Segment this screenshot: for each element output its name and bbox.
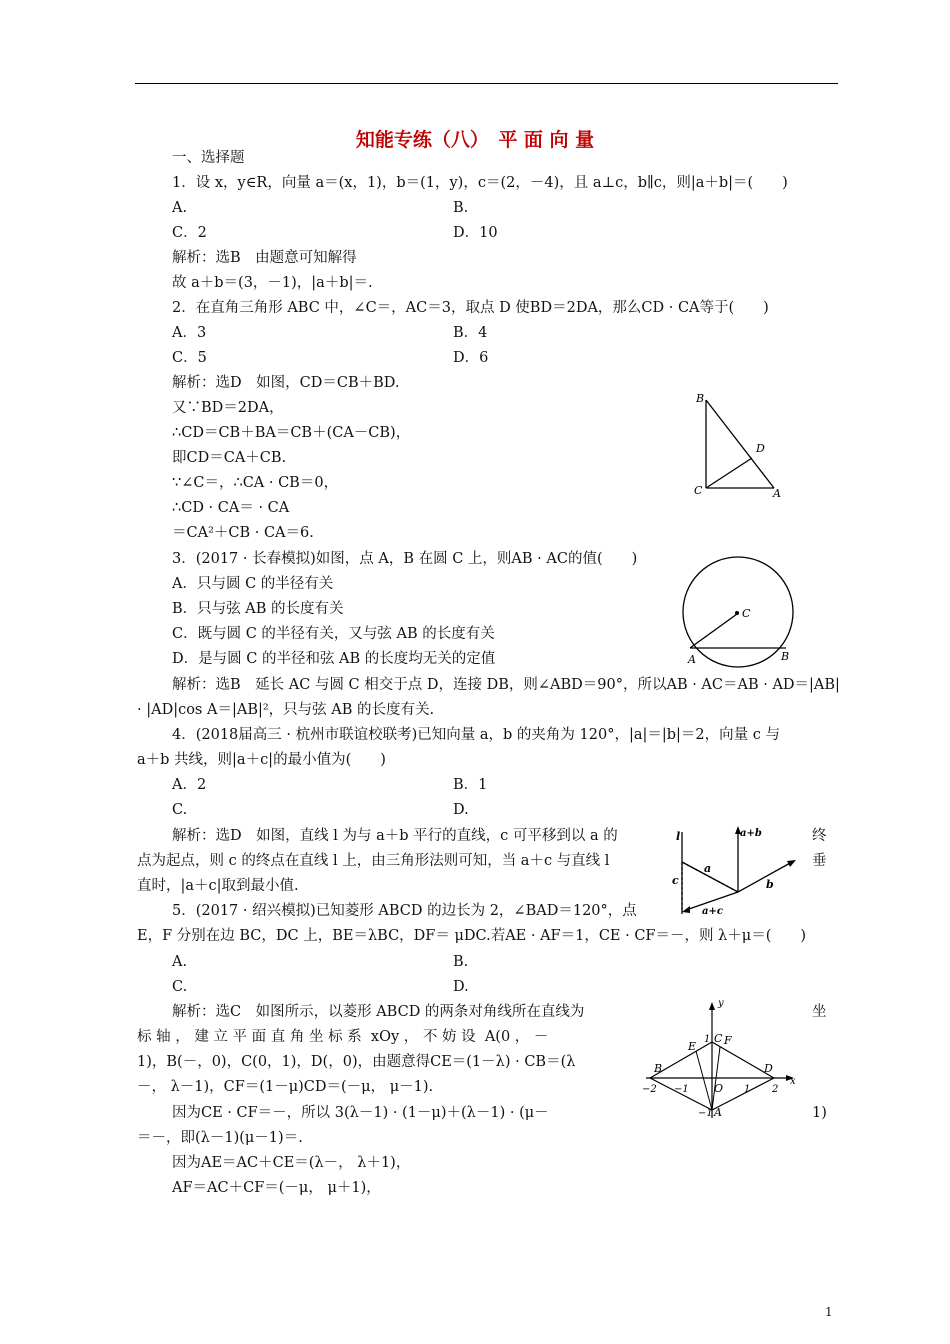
question-2: 2．在直角三角形 ABC 中，∠C＝，AC＝3，取点 D 使BD＝2DA，那么CD · CA等于( )	[172, 300, 769, 316]
label-c: c	[672, 874, 679, 887]
label-C: C	[714, 1032, 723, 1045]
q4-solution: 解析：选D 如图，直线 l 为与 a＋b 平行的直线，c 可平移到以 a 的	[172, 828, 618, 844]
page-number: 1	[825, 1305, 833, 1319]
q3-option-d: D．是与圆 C 的半径和弦 AB 的长度均无关的定值	[172, 651, 496, 667]
label-O: O	[714, 1082, 724, 1095]
label-a-plus-b: a+b	[740, 828, 762, 839]
label-A: A	[688, 653, 696, 666]
q5-solution: 标 轴 ， 建 立 平 面 直 角 坐 标 系 xOy ， 不 妨 设 A(0 ， －	[137, 1029, 549, 1045]
q3-option-a: A．只与圆 C 的半径有关	[172, 576, 334, 592]
q5-option-b: B.	[453, 954, 469, 970]
question-4-cont: a＋b 共线，则|a＋c|的最小值为( )	[137, 752, 386, 768]
q4-option-c: C.	[172, 802, 188, 818]
label-D: D	[764, 1062, 773, 1075]
section-heading: 一、选择题	[172, 150, 245, 166]
q4-option-a: A．2	[172, 777, 207, 793]
q1-option-d: D．10	[453, 225, 498, 241]
q5-option-c: C.	[172, 979, 188, 995]
q2-option-d: D．6	[453, 350, 489, 366]
q5-solution: ＝－，即(λ－1)(μ－1)＝.	[137, 1130, 303, 1146]
tick-2: 2	[772, 1084, 779, 1095]
q1-solution: 故 a＋b＝(3，－1)，|a＋b|＝.	[172, 275, 373, 291]
q2-solution: ∴CD · CA＝ · CA	[172, 500, 290, 516]
label-l: l	[676, 830, 681, 843]
q5-solution: 因为AE＝AC＋CE＝(λ－， λ＋1)，	[172, 1155, 411, 1171]
q1-option-c: C．2	[172, 225, 207, 241]
label-C: C	[742, 607, 751, 620]
label-a-plus-c: a+c	[702, 906, 723, 917]
q5-option-d: D.	[453, 979, 469, 995]
q5-solution: －， λ－1)，CF＝(1－μ)CD＝(－μ， μ－1).	[137, 1079, 434, 1095]
q2-solution: ∵∠C＝，∴CA · CB＝0，	[172, 475, 339, 491]
q4-solution: 直时，|a＋c|取到最小值.	[137, 878, 299, 894]
q3-solution: · |AD|cos A＝|AB|²，只与弦 AB 的长度有关.	[137, 702, 435, 718]
circle-figure	[678, 555, 803, 667]
label-A: A	[773, 487, 781, 500]
q2-solution: 即CD＝CA＋CB.	[172, 450, 287, 466]
tick-y-1: 1	[704, 1034, 711, 1045]
q3-option-b: B．只与弦 AB 的长度有关	[172, 601, 344, 617]
q1-solution: 解析：选B 由题意可知解得	[172, 250, 357, 266]
q2-option-a: A．3	[172, 325, 207, 341]
q3-solution: 解析：选B 延长 AC 与圆 C 相交于点 D，连接 DB，则∠ABD＝90°，所以AB · AC＝AB · AD＝|AB|	[172, 677, 840, 693]
q5-solution: 解析：选C 如图所示，以菱形 ABCD 的两条对角线所在直线为	[172, 1004, 585, 1020]
question-1: 1．设 x，y∈R，向量 a＝(x，1)，b＝(1，y)，c＝(2，－4)，且 a⊥c，b∥c，则|a＋b|＝( )	[172, 175, 788, 191]
q5-solution: 1)，B(－，0)，C(0，1)，D(，0)，由题意得CE＝(1－λ) · CB＝(λ	[137, 1054, 576, 1070]
label-b: b	[766, 878, 774, 891]
coordinate-figure	[640, 998, 802, 1120]
q4-solution: 垂	[812, 853, 827, 869]
triangle-figure	[690, 390, 790, 500]
question-4: 4．(2018届高三 · 杭州市联谊校联考)已知向量 a，b 的夹角为 120°，|a|＝|b|＝2，向量 c 与	[172, 727, 780, 743]
header-rule	[135, 83, 838, 84]
label-B: B	[654, 1062, 663, 1075]
q5-solution: AF＝AC＋CF＝(－μ， μ＋1)，	[172, 1180, 381, 1196]
q1-option-a: A.	[172, 200, 188, 216]
q2-solution: ∴CD＝CB＋BA＝CB＋(CA－CB)，	[172, 425, 411, 441]
question-5: 5．(2017 · 绍兴模拟)已知菱形 ABCD 的边长为 2，∠BAD＝120°，点	[172, 903, 637, 919]
vector-figure	[668, 822, 803, 922]
label-E: E	[688, 1040, 697, 1053]
q3-option-c: C．既与圆 C 的半径有关，又与弦 AB 的长度有关	[172, 626, 495, 642]
q2-option-c: C．5	[172, 350, 207, 366]
q5-solution: 1)	[812, 1105, 827, 1121]
label-C: C	[694, 484, 703, 497]
q2-solution: 又∵BD＝2DA，	[172, 400, 284, 416]
q4-option-b: B．1	[453, 777, 488, 793]
tick-minus-1: −1	[674, 1084, 689, 1095]
q2-solution: ＝CA²＋CB · CA＝6.	[172, 525, 314, 541]
label-a: a	[704, 862, 712, 875]
q4-solution: 点为起点，则 c 的终点在直线 l 上，由三角形法则可知，当 a＋c 与直线 l	[137, 853, 610, 869]
q5-solution: 因为CE · CF＝－，所以 3(λ－1) · (1－μ)＋(λ－1) · (μ－	[172, 1105, 549, 1121]
q5-option-a: A.	[172, 954, 188, 970]
axis-label-y: y	[718, 998, 724, 1009]
q4-solution: 终	[812, 828, 827, 844]
q2-solution: 解析：选D 如图，CD＝CB＋BD.	[172, 375, 400, 391]
label-B: B	[696, 392, 705, 405]
page-title: 知能专练（八） 平 面 向 量	[355, 129, 595, 151]
axis-label-x: x	[790, 1076, 796, 1087]
q5-solution: 坐	[812, 1004, 827, 1020]
label-B: B	[781, 650, 790, 663]
tick-minus-2: −2	[642, 1084, 657, 1095]
question-3: 3．(2017 · 长春模拟)如图，点 A，B 在圆 C 上，则AB · AC的值( )	[172, 551, 638, 567]
tick-1: 1	[744, 1084, 751, 1095]
label-F: F	[724, 1034, 732, 1047]
question-5-cont: E，F 分别在边 BC，DC 上，BE＝λBC，DF＝ μDC.若AE · AF＝1，CE · CF＝－，则 λ＋μ＝( )	[137, 928, 807, 944]
tick-y-minus-1: −1	[698, 1108, 713, 1119]
q4-option-d: D.	[453, 802, 469, 818]
q1-option-b: B.	[453, 200, 469, 216]
label-A: A	[714, 1106, 722, 1119]
label-D: D	[756, 442, 765, 455]
q2-option-b: B．4	[453, 325, 488, 341]
